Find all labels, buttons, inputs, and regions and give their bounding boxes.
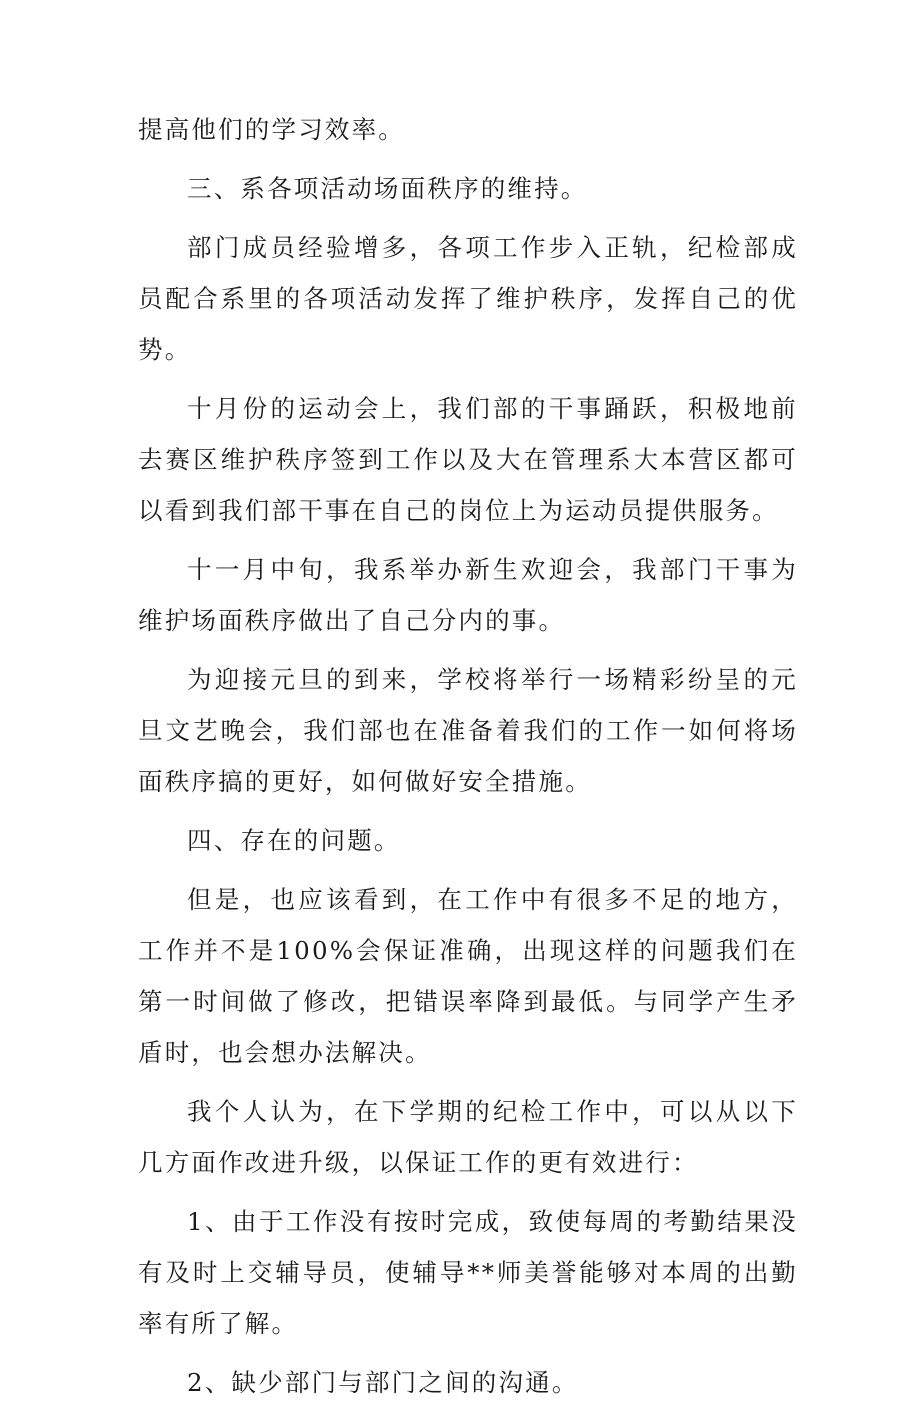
paragraph: 我个人认为，在下学期的纪检工作中，可以从以下几方面作改进升级，以保证工作的更有效进行： — [138, 1097, 798, 1177]
paragraph: 但是，也应该看到，在工作中有很多不足的地方，工作并不是100%会保证准确，出现这样的问题我们在第一时间做了修改，把错误率降到最低。与同学产生矛盾时，也会想办法解决。 — [138, 885, 798, 1067]
paragraph: 部门成员经验增多，各项工作步入正轨，纪检部成员配合系里的各项活动发挥了维护秩序，发挥自己的优势。 — [138, 233, 798, 364]
paragraph-continuation: 提高他们的学习效率。 — [138, 115, 405, 144]
paragraph: 十月份的运动会上，我们部的干事踊跃，积极地前去赛区维护秩序签到工作以及大在管理系大本营区都可以看到我们部干事在自己的岗位上为运动员提供服务。 — [138, 394, 798, 525]
section-heading-3: 三、系各项活动场面秩序的维持。 — [187, 174, 588, 203]
paragraph: 十一月中旬，我系举办新生欢迎会，我部门干事为维护场面秩序做出了自己分内的事。 — [138, 555, 798, 635]
paragraph: 为迎接元旦的到来，学校将举行一场精彩纷呈的元旦文艺晚会，我们部也在准备着我们的工作一如何将场面秩序搞的更好，如何做好安全措施。 — [138, 665, 798, 796]
list-item: 1、由于工作没有按时完成，致使每周的考勤结果没有及时上交辅导员，使辅导**师美誉能够对本周的出勤率有所了解。 — [138, 1207, 798, 1338]
document-body — [138, 104, 798, 1416]
list-item: 2、缺少部门与部门之间的沟通。 — [187, 1368, 579, 1397]
section-heading-4: 四、存在的问题。 — [187, 826, 401, 855]
